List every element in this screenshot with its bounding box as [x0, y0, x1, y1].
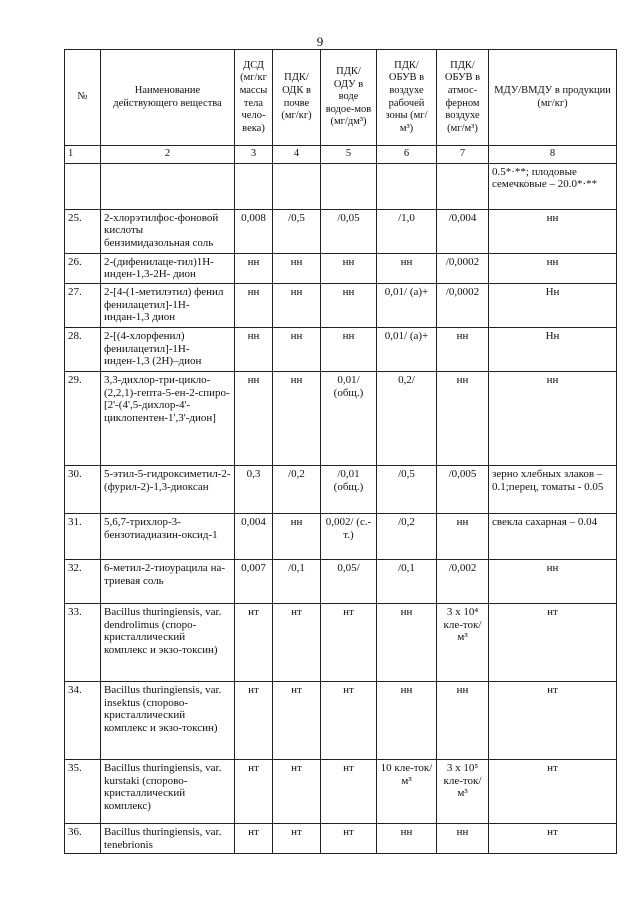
row-dsd: нн [235, 327, 273, 371]
row-dsd: нт [235, 823, 273, 853]
row-no: 34. [65, 681, 101, 759]
header-dsd: ДСД (мг/кг массы тела чело-века) [235, 50, 273, 146]
header-work-air: ПДК/ ОБУВ в воздухе рабочей зоны (мг/м³) [377, 50, 437, 146]
table-row [65, 209, 617, 253]
table-row [65, 603, 617, 681]
table-row [65, 513, 617, 559]
table-row [65, 759, 617, 823]
row-water: 0,01/ (общ.) [321, 371, 377, 465]
row-mdu: нт [489, 603, 617, 681]
row-no: 29. [65, 371, 101, 465]
row-name: Bacillus thuringiensis, var. dendrolimus (споро-кристаллический комплекс и экзо-токсин) [101, 603, 235, 681]
row-water: нн [321, 283, 377, 327]
row-dsd: нт [235, 759, 273, 823]
table-row [65, 253, 617, 283]
row-work-air: нн [377, 681, 437, 759]
row-soil: нн [273, 513, 321, 559]
row-atm-air [437, 163, 489, 209]
row-work-air: нн [377, 823, 437, 853]
table-row [65, 681, 617, 759]
row-work-air: 10 кле-ток/м³ [377, 759, 437, 823]
column-number: 6 [377, 146, 437, 164]
row-mdu: зерно хлебных злаков – 0.1;перец, томаты - 0.05 [489, 465, 617, 513]
row-no: 36. [65, 823, 101, 853]
row-work-air: 0,01/ (а)+ [377, 327, 437, 371]
header-mdu: МДУ/ВМДУ в продукции (мг/кг) [489, 50, 617, 146]
row-atm-air: /0,002 [437, 559, 489, 603]
column-number: 3 [235, 146, 273, 164]
row-mdu: нн [489, 559, 617, 603]
row-soil: нт [273, 759, 321, 823]
row-no: 32. [65, 559, 101, 603]
row-water [321, 163, 377, 209]
row-name: Bacillus thuringiensis, var. insektus (спорово-кристаллический комплекс и экзо-токсин) [101, 681, 235, 759]
table-row [65, 327, 617, 371]
row-name: 2-хлорэтилфос-фоновой кислоты бензимидазольная соль [101, 209, 235, 253]
row-work-air: /1,0 [377, 209, 437, 253]
header-soil: ПДК/ ОДК в почве (мг/кг) [273, 50, 321, 146]
row-no: 35. [65, 759, 101, 823]
row-name: Bacillus thuringiensis, var. kurstaki (спорово-кристаллический комплекс) [101, 759, 235, 823]
row-water: 0,05/ [321, 559, 377, 603]
row-work-air: /0,2 [377, 513, 437, 559]
column-number: 8 [489, 146, 617, 164]
row-atm-air: нн [437, 371, 489, 465]
row-mdu: нн [489, 209, 617, 253]
row-soil: нн [273, 371, 321, 465]
row-name: 2-[(4-хлорфенил) фенилацетил]-1Н-инден-1,3 (2Н)–дион [101, 327, 235, 371]
row-dsd: нт [235, 681, 273, 759]
row-water: нт [321, 759, 377, 823]
table-row [65, 559, 617, 603]
column-number-row [65, 146, 617, 164]
row-name: 6-метил-2-тиоурацила на-триевая соль [101, 559, 235, 603]
row-name: 5-этил-5-гидроксиметил-2-(фурил-2)-1,3-диоксан [101, 465, 235, 513]
column-number: 7 [437, 146, 489, 164]
row-dsd: нн [235, 253, 273, 283]
table-row [65, 283, 617, 327]
row-atm-air: /0,005 [437, 465, 489, 513]
row-water: нн [321, 327, 377, 371]
row-water: нт [321, 823, 377, 853]
row-mdu: нн [489, 371, 617, 465]
column-number: 1 [65, 146, 101, 164]
row-work-air: /0,1 [377, 559, 437, 603]
row-mdu: 0.5*·**; плодовые семечковые – 20.0*·** [489, 163, 617, 209]
row-no: 30. [65, 465, 101, 513]
row-water: нн [321, 253, 377, 283]
row-atm-air: нн [437, 681, 489, 759]
row-soil [273, 163, 321, 209]
row-name: 2-(дифенилаце-тил)1Н-инден-1,3-2Н- дион [101, 253, 235, 283]
row-no: 25. [65, 209, 101, 253]
row-soil: нт [273, 603, 321, 681]
row-mdu: нт [489, 681, 617, 759]
row-no [65, 163, 101, 209]
row-dsd: 0,3 [235, 465, 273, 513]
row-soil: нн [273, 327, 321, 371]
header-atm-air: ПДК/ ОБУВ в атмос-ферном воздухе (мг/м³) [437, 50, 489, 146]
row-work-air: нн [377, 253, 437, 283]
row-water: /0,05 [321, 209, 377, 253]
row-no: 31. [65, 513, 101, 559]
row-work-air: 0,2/ [377, 371, 437, 465]
row-mdu: свекла сахарная – 0.04 [489, 513, 617, 559]
row-dsd [235, 163, 273, 209]
column-number: 4 [273, 146, 321, 164]
page-number: 9 [316, 34, 324, 49]
row-soil: /0,2 [273, 465, 321, 513]
row-atm-air: 3 x 10⁴ кле-ток/м³ [437, 603, 489, 681]
row-work-air [377, 163, 437, 209]
row-name: 3,3-дихлор-три-цикло-(2,2,1)-гепта-5-ен-2-спиро-[2'-(4',5-дихлор-4'-циклопентен-1',3'-дион] [101, 371, 235, 465]
table-row [65, 163, 617, 209]
row-soil: /0,1 [273, 559, 321, 603]
row-atm-air: /0,0002 [437, 253, 489, 283]
row-water: 0,002/ (с.-т.) [321, 513, 377, 559]
row-name: 2-[4-(1-метилэтил) фенил фенилацетил]-1Н-индан-1,3 дион [101, 283, 235, 327]
row-atm-air: нн [437, 513, 489, 559]
row-dsd: нт [235, 603, 273, 681]
row-mdu: нт [489, 759, 617, 823]
header-row [65, 50, 617, 146]
row-soil: нт [273, 681, 321, 759]
row-name [101, 163, 235, 209]
row-soil: /0,5 [273, 209, 321, 253]
header-water: ПДК/ ОДУ в воде водое-мов (мг/дм³) [321, 50, 377, 146]
row-no: 33. [65, 603, 101, 681]
row-dsd: нн [235, 283, 273, 327]
row-name: 5,6,7-трихлор-3-бензотиадиазин-оксид-1 [101, 513, 235, 559]
row-work-air: нн [377, 603, 437, 681]
header-no: № [65, 50, 101, 146]
row-atm-air: 3 x 10⁵ кле-ток/м³ [437, 759, 489, 823]
row-work-air: /0,5 [377, 465, 437, 513]
row-mdu: нт [489, 823, 617, 853]
row-work-air: 0,01/ (а)+ [377, 283, 437, 327]
row-water: /0,01 (общ.) [321, 465, 377, 513]
row-no: 27. [65, 283, 101, 327]
column-number: 2 [101, 146, 235, 164]
row-water: нт [321, 681, 377, 759]
row-atm-air: нн [437, 823, 489, 853]
row-no: 26. [65, 253, 101, 283]
row-soil: нт [273, 823, 321, 853]
substance-table [64, 49, 617, 854]
row-water: нт [321, 603, 377, 681]
row-mdu: нн [489, 253, 617, 283]
table-row [65, 823, 617, 853]
header-name: Наименование действующего вещества [101, 50, 235, 146]
column-number: 5 [321, 146, 377, 164]
table-row [65, 371, 617, 465]
row-mdu: Нн [489, 283, 617, 327]
row-mdu: Нн [489, 327, 617, 371]
row-dsd: нн [235, 371, 273, 465]
row-atm-air: /0,004 [437, 209, 489, 253]
row-name: Bacillus thuringiensis, var. tenebrionis [101, 823, 235, 853]
row-dsd: 0,004 [235, 513, 273, 559]
row-soil: нн [273, 283, 321, 327]
row-atm-air: нн [437, 327, 489, 371]
row-dsd: 0,008 [235, 209, 273, 253]
table-row [65, 465, 617, 513]
row-atm-air: /0,0002 [437, 283, 489, 327]
row-soil: нн [273, 253, 321, 283]
row-dsd: 0,007 [235, 559, 273, 603]
row-no: 28. [65, 327, 101, 371]
